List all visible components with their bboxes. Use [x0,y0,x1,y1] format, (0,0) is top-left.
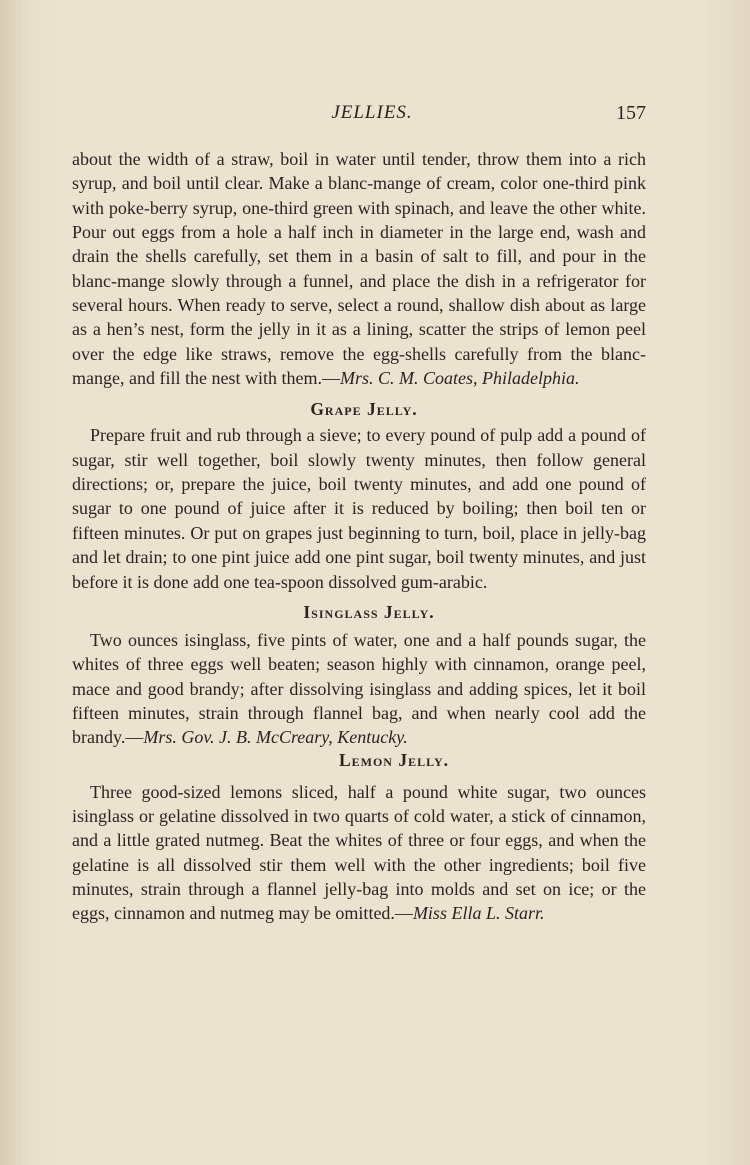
continuation-text: about the width of a straw, boil in water until tender, throw them into a rich syrup, and boil until clear. Make a blanc-mange of cream, color one-third pink with poke-berry syrup, one-third green with spinach, and leave the other white. Pour out eggs from a hole a half inch in diameter in the large end, wash and drain the shells carefully, set them in a basin of salt to fill, and pour in the blanc-mange slowly through a funnel, and place the dish in a refrigerator for several hours. When ready to serve, select a round, shallow dish about as large as a hen’s nest, form the jelly in it as a lining, scatter the strips of lemon peel over the edge like straws, remove the egg-shells carefully from the blanc-mange, and fill the nest with them.— [72,149,646,389]
recipe-text-isinglass-jelly [72,628,646,750]
continuation-paragraph [72,147,646,390]
page-header [72,102,646,130]
recipe-title-isinglass-jelly: Isinglass Jelly. [303,601,435,622]
recipe-text-lemon-jelly [72,780,646,926]
continuation-attribution: Mrs. C. M. Coates, Philadelphia. [339,368,580,389]
recipe-body: Three good-sized lemons sliced, half a pound white sugar, two ounces isinglass or gelatine dissolved in two quarts of cold water, a stick of cinnamon, and a little grated nutmeg. Beat the whites of three or four eggs, and when the gelatine is all dissolved stir them well with the other ingredients; boil five minutes, strain through a flannel jelly-bag into molds and set on ice; or the eggs, cinnamon and nutmeg may be omitted.— [72,781,646,924]
recipe-title-grape-jelly: Grape Jelly. [310,399,418,420]
page-body [72,147,646,926]
recipe-text-grape-jelly [72,423,646,593]
recipe-body: Two ounces isinglass, five pints of water, one and a half pounds sugar, the whites of three eggs well beaten; season highly with cinnamon, orange peel, mace and good brandy; after dissolving isinglass and adding spices, let it boil fifteen minutes, strain through flannel bag, and when nearly cool add the brandy.— [72,629,646,748]
recipe-title-lemon-jelly: Lemon Jelly. [338,749,450,770]
recipe-body: Prepare fruit and rub through a sieve; to every pound of pulp add a pound of sugar, stir well together, boil slowly twenty minutes, then follow general directions; or, prepare the juice, boil twenty minutes, and add one pound of sugar to one pound of juice after it is reduced by boiling; then boil ten or fifteen minutes. Or put on grapes just beginning to turn, boil, place in jelly-bag and let drain; to one pint juice add one pint sugar, boil twenty minutes, and just before it is done add one tea-spoon dissolved gum-arabic. [72,425,646,592]
running-head: JELLIES. [331,102,413,123]
recipe-attribution: Mrs. Gov. J. B. McCreary, Kentucky. [143,727,408,748]
recipe-attribution: Miss Ella L. Starr. [412,903,545,924]
page-number: 157 [616,102,646,124]
